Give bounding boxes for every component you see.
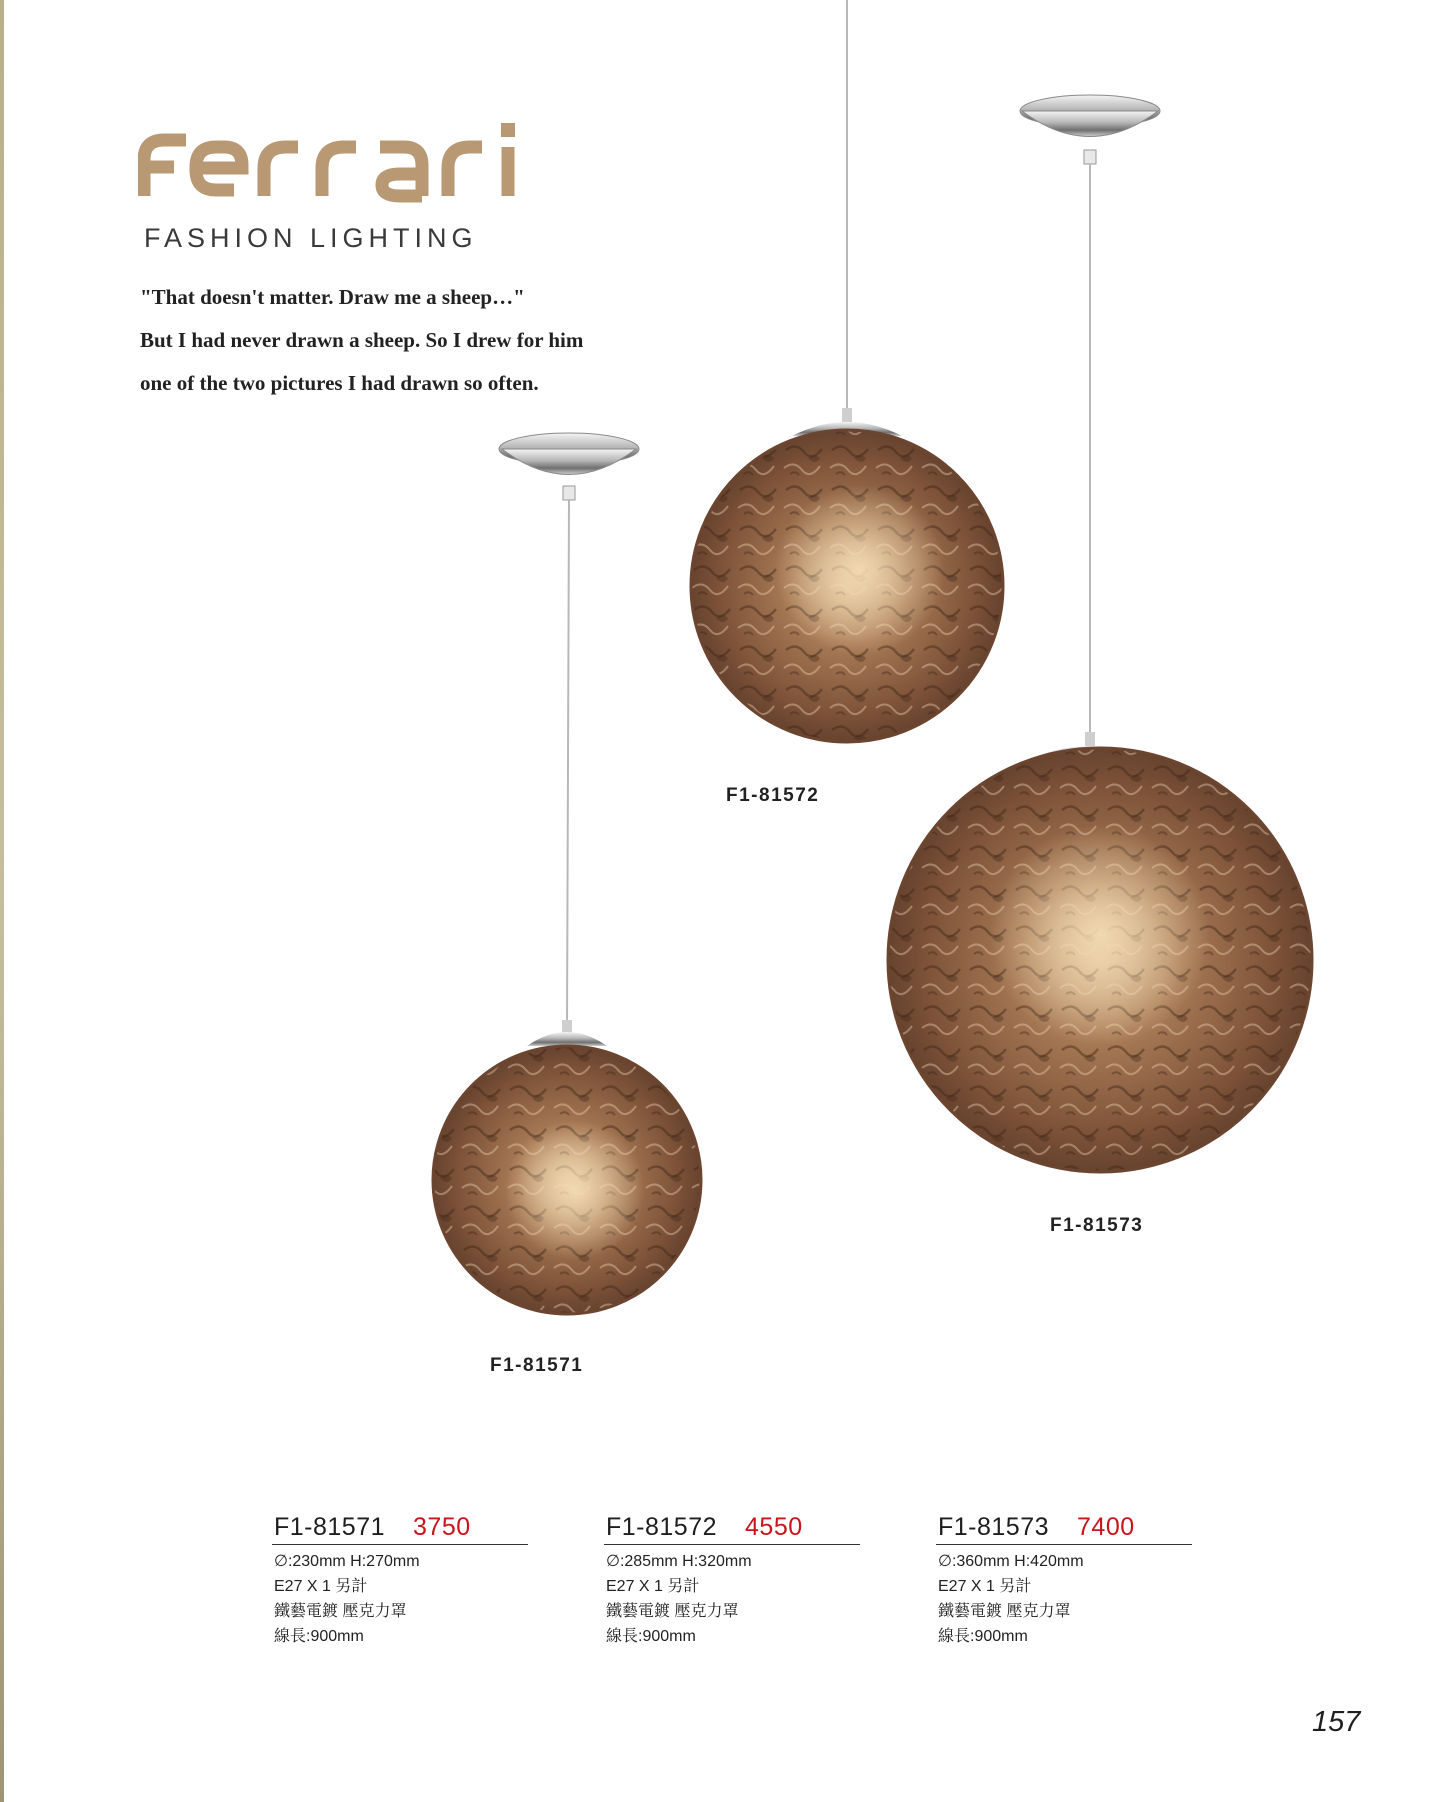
spec-dimensions: ∅:360mm H:420mm [938,1553,1084,1570]
spec-block-f1-81572 [604,1513,860,1649]
spec-cord-length: 線長:900mm [938,1628,1028,1645]
spec-cord-length: 線長:900mm [274,1628,364,1645]
spec-material: 鐵藝電鍍 壓克力罩 [938,1603,1071,1620]
spec-bulb: E27 X 1 另計 [938,1578,1032,1595]
spec-material: 鐵藝電鍍 壓克力罩 [274,1603,407,1620]
spec-model: F1-81572 [606,1513,718,1541]
quote-line: "That doesn't matter. Draw me a sheep…" [140,285,525,309]
brand-tagline: FASHION LIGHTING [144,223,478,253]
spec-cord-length: 線長:900mm [606,1628,696,1645]
spec-header [604,1513,860,1545]
quote-line: one of the two pictures I had drawn so often. [140,371,539,395]
page-number: 157 [1312,1706,1361,1738]
spec-bulb: E27 X 1 另計 [606,1578,700,1595]
spec-price: 7400 [1077,1513,1135,1541]
spec-block-f1-81573 [936,1513,1192,1649]
quote-line: But I had never drawn a sheep. So I drew for him [140,328,584,352]
lamp-label-f1-81571: F1-81571 [490,1355,584,1376]
spec-dimensions: ∅:230mm H:270mm [274,1553,420,1570]
spec-price: 3750 [413,1513,471,1541]
lamp-label-f1-81573: F1-81573 [1050,1215,1144,1236]
spec-model: F1-81573 [938,1513,1050,1541]
spec-dimensions: ∅:285mm H:320mm [606,1553,752,1570]
spec-material: 鐵藝電鍍 壓克力罩 [606,1603,739,1620]
spec-header [272,1513,528,1545]
spec-price: 4550 [745,1513,803,1541]
pendant-lamp-f1-81572 [691,0,1003,742]
spec-model: F1-81571 [274,1513,386,1541]
lamp-label-f1-81572: F1-81572 [726,785,820,806]
spec-block-f1-81571 [272,1513,528,1649]
spec-header [936,1513,1192,1545]
spec-bulb: E27 X 1 另計 [274,1578,368,1595]
pendant-lamp-f1-81571 [433,433,701,1314]
